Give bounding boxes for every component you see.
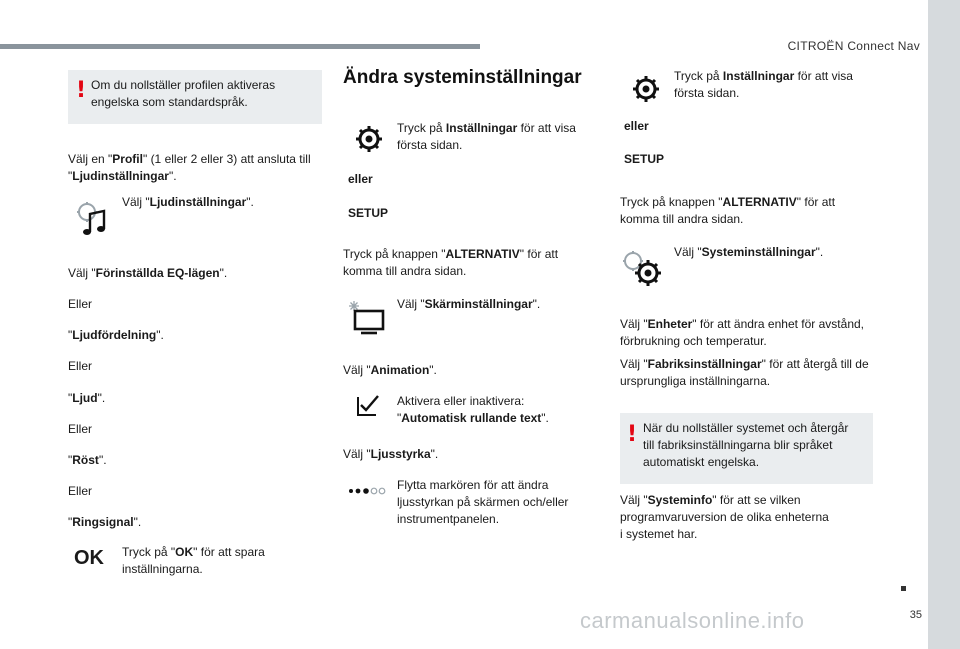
- step-open-settings-2: Tryck på Inställningar för att visa första sidan.: [674, 69, 853, 100]
- ok-button-label: OK: [74, 547, 104, 569]
- eller-2: Eller: [68, 359, 93, 373]
- eller-4: Eller: [68, 484, 93, 498]
- paragraph-brightness: Välj "Ljusstyrka".: [343, 447, 439, 461]
- eller-setup-2: eller: [624, 119, 649, 133]
- paragraph-profile: Välj en "Profil" (1 eller 2 eller 3) att ansluta till "Ljudinställningar".: [68, 152, 311, 183]
- eller-3: Eller: [68, 422, 93, 436]
- watermark: carmanualsonline.info: [580, 608, 805, 633]
- paragraph-animation: Välj "Animation".: [343, 363, 437, 377]
- brightness-slider-icon: [347, 485, 387, 497]
- step-open-settings: Tryck på Inställningar för att visa första sidan.: [397, 121, 576, 152]
- paragraph-systeminfo: Välj "Systeminfo" för att se vilken programvaruversion de olika enheterna i systemet har.: [620, 493, 829, 541]
- paragraph-units: Välj "Enheter" för att ändra enhet för avstånd, förbrukning och temperatur.: [620, 317, 864, 348]
- brand-title: CITROËN Connect Nav: [787, 39, 920, 53]
- system-settings-icon: [620, 248, 664, 288]
- paragraph-eq: Välj "Förinställda EQ-lägen".: [68, 266, 228, 280]
- option-distribution: "Ljudfördelning".: [68, 328, 164, 342]
- note-text-profile: Om du nollställer profilen aktiveras engelska som standardspråk.: [91, 78, 276, 109]
- step-brightness: Flytta markören för att ändra ljusstyrkan på skärmen och/eller instrumentpanelen.: [397, 478, 569, 526]
- page-number: 35: [909, 609, 922, 621]
- step-system-settings: Välj "Systeminställningar".: [674, 245, 824, 259]
- eller-setup: eller: [348, 172, 373, 186]
- paragraph-factory: Välj "Fabriksinställningar" för att återgå till de ursprungliga inställningarna.: [620, 357, 869, 388]
- settings-gear-icon-2: [631, 74, 661, 104]
- page-side-strip: [928, 0, 960, 649]
- paragraph-alternativ-2: Tryck på knappen "ALTERNATIV" för att komma till andra sidan.: [620, 195, 836, 226]
- step-screen-settings: Välj "Skärminställningar".: [397, 297, 541, 311]
- step-ok: Tryck på "OK" för att spara inställningarna.: [122, 545, 265, 576]
- step-sound-settings: Välj "Ljudinställningar".: [122, 195, 254, 209]
- option-sound: "Ljud".: [68, 391, 106, 405]
- sound-settings-icon: [74, 198, 114, 238]
- page-marker: [901, 586, 906, 591]
- step-scrolling-text: Aktivera eller inaktivera: "Automatisk rullande text".: [397, 394, 549, 425]
- setup-button-label: SETUP: [348, 206, 389, 220]
- paragraph-alternativ: Tryck på knappen "ALTERNATIV" för att komma till andra sidan.: [343, 247, 559, 278]
- setup-button-label-2: SETUP: [624, 152, 665, 166]
- screen-settings-icon: [346, 299, 386, 337]
- checkbox-icon: [356, 393, 382, 417]
- warning-icon-2: !: [627, 422, 638, 447]
- option-voice: "Röst".: [68, 453, 107, 467]
- note-text-factory: När du nollställer systemet och återgår till fabriksinställningarna blir språket automatiskt engelska.: [643, 421, 849, 469]
- header-bar: [0, 44, 480, 49]
- eller-1: Eller: [68, 297, 93, 311]
- warning-icon: !: [76, 78, 87, 103]
- option-ringtone: "Ringsignal".: [68, 515, 142, 529]
- settings-gear-icon: [354, 124, 384, 154]
- section-heading: Ändra systeminställningar: [343, 67, 582, 88]
